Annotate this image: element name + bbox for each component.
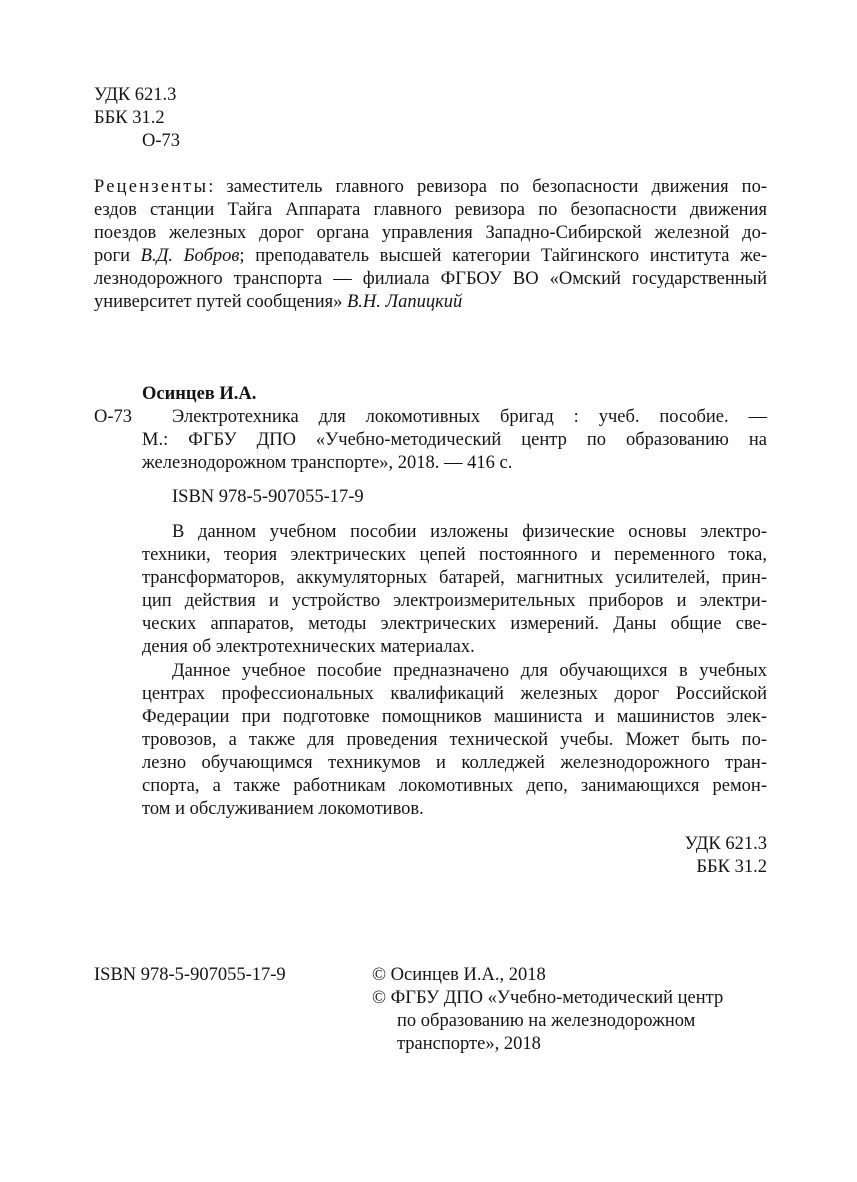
abstract-p2-line-6: спорта, а также работникам локомотивных депо, занимающихся ремон- xyxy=(142,776,767,796)
reviewers-line-1: Рецензенты: заместитель главного ревизора по безопасности движения по- xyxy=(94,177,767,197)
author-mark: О-73 xyxy=(142,131,181,151)
abstract-p1-line-6: дения об электротехнических материалах. xyxy=(142,637,475,657)
reviewer-2-name: В.Н. Лапицкий xyxy=(347,292,463,312)
book-mark: О-73 xyxy=(94,407,133,427)
book-title-line-2: М.: ФГБУ ДПО «Учебно-методический центр по образованию на xyxy=(142,430,767,450)
copyright-author: © Осинцев И.А., 2018 xyxy=(372,965,546,985)
reviewer-1-name: роги В.Д. Бобров xyxy=(94,246,240,266)
book-author: Осинцев И.А. xyxy=(142,384,257,404)
footer-isbn: ISBN 978-5-907055-17-9 xyxy=(94,965,286,985)
copyright-publisher-line-3: транспорте», 2018 xyxy=(397,1034,541,1054)
abstract-p1-line-2: техники, теория электрических цепей постоянного и переменного тока, xyxy=(142,545,767,565)
abstract-p1-line-5: ческих аппаратов, методы электрических измерений. Даны общие све- xyxy=(142,614,767,634)
reviewers-label: Рецензенты xyxy=(94,177,209,197)
copyright-publisher-line-1: © ФГБУ ДПО «Учебно-методический центр xyxy=(372,988,724,1008)
reviewers-line-4: роги В.Д. Бобров; преподаватель высшей категории Тайгинского института же- xyxy=(94,246,767,266)
copyright-publisher-line-2: по образованию на железнодорожном xyxy=(397,1011,696,1031)
reviewers-line-6: университет путей сообщения» В.Н. Лапицкий xyxy=(94,292,463,312)
book-title-line-3: железнодорожном транспорте», 2018. — 416 с. xyxy=(142,453,513,473)
classification-udk: УДК 621.3 xyxy=(684,834,767,854)
abstract-p2-line-5: лезно обучающимся техникумов и колледжей железнодорожного тран- xyxy=(142,753,767,773)
abstract-p1-line-4: цип действия и устройство электроизмерительных приборов и электри- xyxy=(142,591,767,611)
abstract-p2-line-1: Данное учебное пособие предназначено для обучающихся в учебных xyxy=(172,661,767,681)
abstract-p2-line-4: тровозов, а также для проведения технической учебы. Может быть по- xyxy=(142,730,767,750)
reviewers-line-5: лезнодорожного транспорта — филиала ФГБОУ ВО «Омский государственный xyxy=(94,269,767,289)
abstract-p2-line-2: центрах профессиональных квалификаций железных дорог Российской xyxy=(142,684,767,704)
reviewers-line-3: поездов железных дорог органа управления Западно-Сибирской железной до- xyxy=(94,223,767,243)
abstract-p2-line-7: том и обслуживанием локомотивов. xyxy=(142,799,424,819)
book-title-line-1: Электротехника для локомотивных бригад : учеб. пособие. — xyxy=(172,407,767,427)
reviewers-line-2: ездов станции Тайга Аппарата главного ревизора по безопасности движения xyxy=(94,200,767,220)
book-isbn: ISBN 978-5-907055-17-9 xyxy=(172,487,364,507)
bbk-code: ББК 31.2 xyxy=(94,108,165,128)
udk-code: УДК 621.3 xyxy=(94,85,177,105)
classification-bbk: ББК 31.2 xyxy=(696,857,767,877)
abstract-p2-line-3: Федерации при подготовке помощников машиниста и машинистов элек- xyxy=(142,707,767,727)
abstract-p1-line-3: трансформаторов, аккумуляторных батарей, магнитных усилителей, прин- xyxy=(142,568,767,588)
abstract-p1-line-1: В данном учебном пособии изложены физические основы электро- xyxy=(172,522,767,542)
